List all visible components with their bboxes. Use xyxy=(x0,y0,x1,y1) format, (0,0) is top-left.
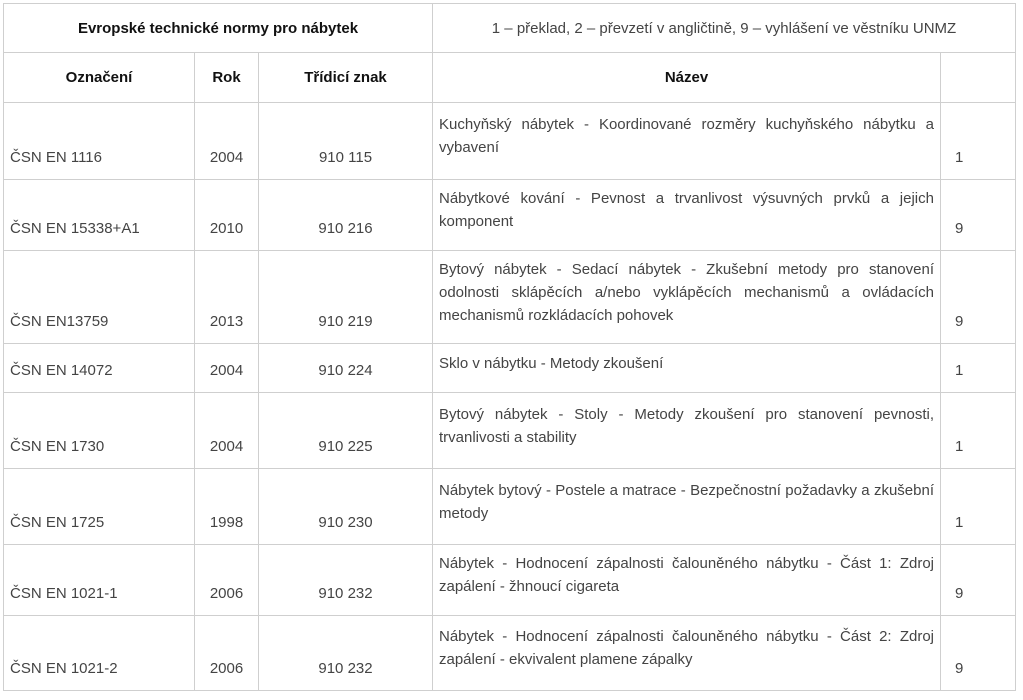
column-header-name: Název xyxy=(433,53,941,103)
table-row xyxy=(4,251,1016,344)
cell-class-code: 910 219 xyxy=(259,251,433,344)
table-row xyxy=(4,344,1016,393)
cell-name: Nábytek - Hodnocení zápalnosti čalouněného nábytku - Část 2: Zdroj zapálení - ekvivalent plamene zápalky xyxy=(433,616,941,691)
cell-designation: ČSN EN 1725 xyxy=(4,469,195,545)
cell-year: 2006 xyxy=(195,545,259,616)
table-row xyxy=(4,180,1016,251)
cell-designation: ČSN EN13759 xyxy=(4,251,195,344)
cell-designation: ČSN EN 1021-1 xyxy=(4,545,195,616)
cell-year: 2004 xyxy=(195,344,259,393)
table-legend: 1 – překlad, 2 – převzetí v angličtině, 9 – vyhlášení ve věstníku UNMZ xyxy=(433,4,1016,53)
table-row xyxy=(4,103,1016,180)
cell-class-code: 910 232 xyxy=(259,616,433,691)
cell-type: 1 xyxy=(941,393,1016,469)
column-header-year: Rok xyxy=(195,53,259,103)
cell-year: 2006 xyxy=(195,616,259,691)
table-row xyxy=(4,545,1016,616)
column-header-type xyxy=(941,53,1016,103)
cell-name: Nábytek bytový - Postele a matrace - Bezpečnostní požadavky a zkušební metody xyxy=(433,469,941,545)
table-row xyxy=(4,393,1016,469)
cell-class-code: 910 232 xyxy=(259,545,433,616)
column-header-designation: Označení xyxy=(4,53,195,103)
cell-name: Bytový nábytek - Stoly - Metody zkoušení pro stanovení pevnosti, trvanlivosti a stability xyxy=(433,393,941,469)
standards-table xyxy=(3,3,1016,691)
cell-type: 9 xyxy=(941,616,1016,691)
cell-class-code: 910 216 xyxy=(259,180,433,251)
cell-type: 1 xyxy=(941,469,1016,545)
cell-year: 2004 xyxy=(195,393,259,469)
cell-name: Kuchyňský nábytek - Koordinované rozměry kuchyňského nábytku a vybavení xyxy=(433,103,941,180)
cell-type: 9 xyxy=(941,251,1016,344)
cell-type: 9 xyxy=(941,545,1016,616)
table-title: Evropské technické normy pro nábytek xyxy=(4,4,433,53)
cell-year: 2004 xyxy=(195,103,259,180)
cell-designation: ČSN EN 14072 xyxy=(4,344,195,393)
cell-class-code: 910 225 xyxy=(259,393,433,469)
cell-type: 1 xyxy=(941,344,1016,393)
column-header-row xyxy=(4,53,1016,103)
cell-designation: ČSN EN 1116 xyxy=(4,103,195,180)
table-row xyxy=(4,469,1016,545)
cell-class-code: 910 224 xyxy=(259,344,433,393)
cell-name: Nábytkové kování - Pevnost a trvanlivost výsuvných prvků a jejich komponent xyxy=(433,180,941,251)
cell-name: Nábytek - Hodnocení zápalnosti čalouněného nábytku - Část 1: Zdroj zapálení - žhnoucí cigareta xyxy=(433,545,941,616)
cell-designation: ČSN EN 1021-2 xyxy=(4,616,195,691)
cell-year: 2013 xyxy=(195,251,259,344)
cell-class-code: 910 230 xyxy=(259,469,433,545)
column-header-class-code: Třídicí znak xyxy=(259,53,433,103)
table-title-row xyxy=(4,4,1016,53)
cell-year: 1998 xyxy=(195,469,259,545)
cell-class-code: 910 115 xyxy=(259,103,433,180)
cell-designation: ČSN EN 15338+A1 xyxy=(4,180,195,251)
cell-type: 1 xyxy=(941,103,1016,180)
cell-name: Bytový nábytek - Sedací nábytek - Zkušební metody pro stanovení odolnosti sklápěcích a/nebo vyklápěcích mechanismů a ovládacích mechanismů rozkládacích pohovek xyxy=(433,251,941,344)
table-row xyxy=(4,616,1016,691)
cell-type: 9 xyxy=(941,180,1016,251)
cell-name: Sklo v nábytku - Metody zkoušení xyxy=(433,344,941,393)
cell-year: 2010 xyxy=(195,180,259,251)
cell-designation: ČSN EN 1730 xyxy=(4,393,195,469)
